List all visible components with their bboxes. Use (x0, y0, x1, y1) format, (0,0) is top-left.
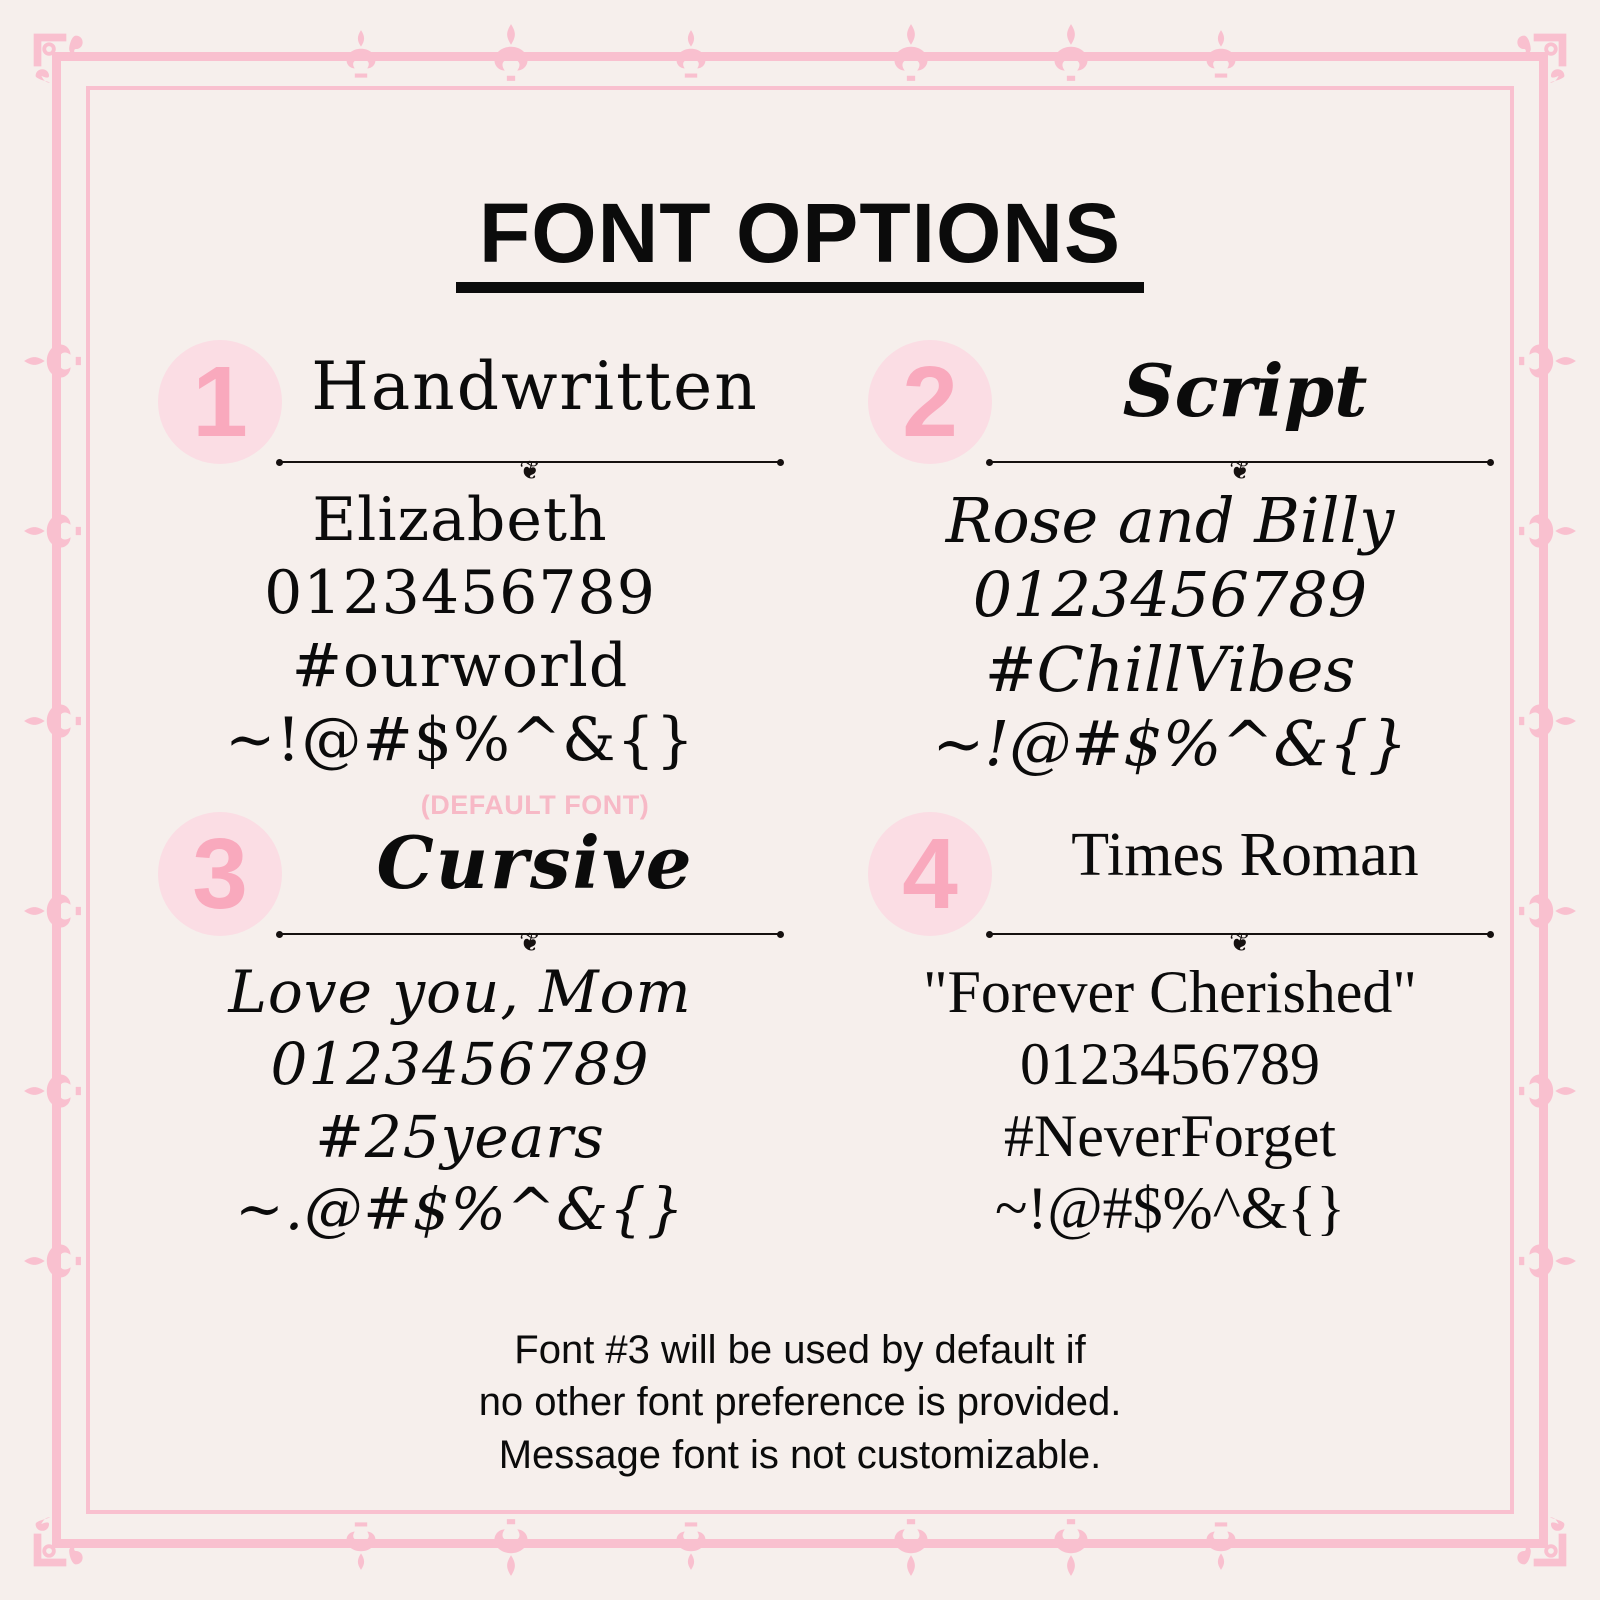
fleur-de-lis-icon (1190, 26, 1252, 88)
font-option-name: Times Roman (1071, 820, 1419, 889)
fleur-de-lis-icon (1190, 1512, 1252, 1574)
footer-note-line: no other font preference is provided. (478, 1380, 1122, 1425)
border-inner-band-right (1510, 86, 1514, 1514)
font-sample-line: "Forever Cherished" (923, 958, 1417, 1025)
font-option-4[interactable] (820, 812, 1490, 1246)
font-sample-block (140, 956, 780, 1246)
font-sample-line: 0123456789 (1020, 1030, 1320, 1097)
corner-flourish-icon (1478, 26, 1574, 122)
font-sample-line: ~!@#$%^&{} (225, 704, 695, 775)
corner-flourish-icon (26, 26, 122, 122)
font-sample-block (850, 484, 1490, 782)
footer-note-line: Message font is not customizable. (498, 1433, 1102, 1478)
footer-note (0, 1324, 1600, 1482)
font-option-3[interactable] (110, 789, 780, 1246)
font-sample-line: #ourworld (291, 631, 629, 702)
option-number-badge: 4 (868, 812, 992, 936)
fleur-de-lis-icon (1516, 880, 1578, 942)
default-font-tag: (DEFAULT FONT) (420, 789, 650, 820)
fleur-de-lis-icon (480, 1516, 542, 1578)
font-sample-line: Rose and Billy (945, 484, 1395, 557)
fleur-de-lis-icon (22, 500, 84, 562)
fleur-de-lis-icon (880, 1516, 942, 1578)
font-options-grid (110, 340, 1490, 1246)
fleur-de-lis-icon (1516, 500, 1578, 562)
option-number-badge: 1 (158, 340, 282, 464)
font-sample-line: #ChillVibes (984, 632, 1356, 706)
fleur-de-lis-icon (330, 1512, 392, 1574)
fleur-de-lis-icon (880, 22, 942, 84)
font-option-2[interactable] (820, 340, 1490, 782)
fleur-de-lis-icon (330, 26, 392, 88)
font-option-header (140, 789, 780, 958)
font-sample-line: ~!@#$%^&{} (994, 1174, 1346, 1241)
font-sample-line: 0123456789 (270, 1030, 650, 1099)
font-sample-line: Elizabeth (312, 485, 608, 555)
font-sample-line: 0123456789 (972, 558, 1368, 632)
fleur-de-lis-icon (660, 1512, 722, 1574)
fleur-de-lis-icon (22, 330, 84, 392)
fleur-de-lis-icon (660, 26, 722, 88)
footer-note-line: Font #3 will be used by default if (514, 1327, 1086, 1372)
font-sample-line: #NeverForget (1003, 1102, 1337, 1169)
font-option-1[interactable] (110, 340, 780, 782)
fleur-de-lis-icon (480, 22, 542, 84)
font-sample-line: ~.@#$%^&{} (235, 1175, 685, 1244)
fleur-de-lis-icon (1516, 690, 1578, 752)
page-title: FONT OPTIONS (479, 186, 1121, 280)
font-sample-block (140, 484, 780, 777)
border-inner-band-top (86, 86, 1514, 90)
option-number-badge: 3 (158, 812, 282, 936)
font-option-name: Script (1122, 348, 1368, 433)
fleur-de-lis-icon (22, 880, 84, 942)
font-sample-line: 0123456789 (264, 558, 656, 629)
font-option-header (850, 812, 1490, 958)
corner-flourish-icon (26, 1478, 122, 1574)
fleur-de-lis-icon (22, 1230, 84, 1292)
fleur-de-lis-icon (1040, 1516, 1102, 1578)
border-inner-band-bottom (86, 1510, 1514, 1514)
border-band-top (52, 52, 1548, 61)
fleur-de-lis-icon (1040, 22, 1102, 84)
divider-flourish-icon: ❦ (990, 458, 1490, 484)
fleur-de-lis-icon (1516, 1060, 1578, 1122)
font-sample-block (850, 956, 1490, 1244)
fleur-de-lis-icon (22, 1060, 84, 1122)
fleur-de-lis-icon (1516, 1230, 1578, 1292)
font-sample-line: ~!@#$%^&{} (932, 707, 1408, 781)
divider-flourish-icon: ❦ (990, 930, 1490, 956)
fleur-de-lis-icon (22, 690, 84, 752)
border-inner-band-left (86, 86, 90, 1514)
font-option-header (850, 340, 1490, 486)
font-option-name: Cursive (376, 819, 694, 905)
divider-flourish-icon: ❦ (280, 458, 780, 484)
font-sample-line: Love you, Mom (228, 957, 692, 1026)
option-number-badge: 2 (868, 340, 992, 464)
border-band-bottom (52, 1539, 1548, 1548)
font-option-name: Handwritten (311, 348, 759, 425)
divider-flourish-icon: ❦ (280, 930, 780, 956)
font-option-header (140, 340, 780, 486)
title-underline (456, 282, 1144, 293)
fleur-de-lis-icon (1516, 330, 1578, 392)
font-sample-line: #25years (315, 1102, 605, 1171)
corner-flourish-icon (1478, 1478, 1574, 1574)
